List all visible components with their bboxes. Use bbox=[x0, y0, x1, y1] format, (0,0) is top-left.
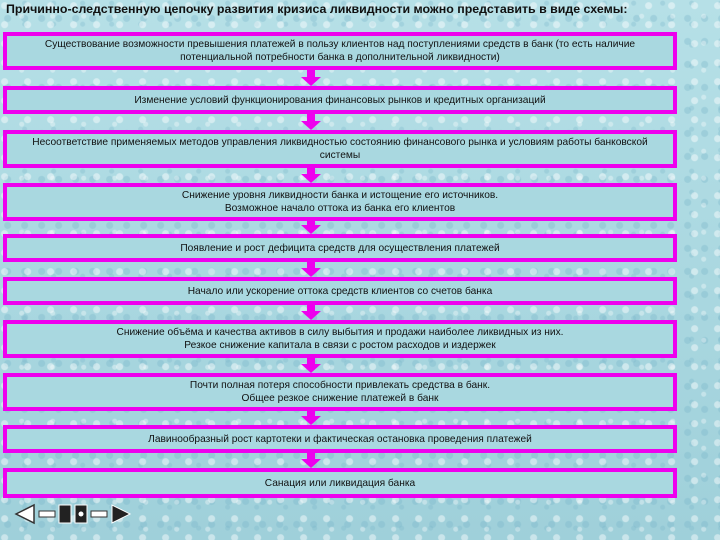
navigation-bar bbox=[14, 502, 132, 526]
step-text-5: Появление и рост дефицита средств для осуществления платежей bbox=[180, 242, 500, 254]
step-box-6 bbox=[3, 277, 677, 305]
forward-arrow-icon[interactable] bbox=[110, 503, 132, 525]
step-text-6: Начало или ускорение оттока средств клиентов со счетов банка bbox=[187, 285, 493, 297]
next-icon[interactable] bbox=[90, 503, 108, 525]
step-text-4: Снижение уровня ликвидности банка и истощение его источников. Возможное начало оттока из банка его клиентов bbox=[181, 190, 499, 214]
page-title: Причинно-следственную цепочку развития кризиса ликвидности можно представить в виде схемы: bbox=[6, 2, 628, 16]
flow-arrow-8 bbox=[301, 411, 321, 425]
prev-icon[interactable] bbox=[38, 503, 56, 525]
menu-icon[interactable] bbox=[74, 503, 88, 525]
flow-arrow-2 bbox=[301, 114, 321, 130]
step-box-3 bbox=[3, 130, 677, 168]
flow-arrow-6 bbox=[301, 305, 321, 320]
step-box-1 bbox=[3, 32, 677, 70]
step-box-4 bbox=[3, 183, 677, 221]
step-text-3: Несоответствие применяемых методов управления ликвидностью состоянию финансового рынка и условиям работы банковской системы bbox=[32, 137, 648, 161]
step-text-10: Санация или ликвидация банка bbox=[264, 477, 416, 489]
step-box-8 bbox=[3, 373, 677, 411]
step-box-5 bbox=[3, 234, 677, 262]
flow-arrow-1 bbox=[301, 70, 321, 86]
flow-arrow-5 bbox=[301, 262, 321, 277]
step-box-7 bbox=[3, 320, 677, 358]
step-box-2 bbox=[3, 86, 677, 114]
home-icon[interactable] bbox=[58, 503, 72, 525]
flow-arrow-4 bbox=[301, 221, 321, 234]
flow-arrow-9 bbox=[301, 453, 321, 468]
flow-arrow-3 bbox=[301, 168, 321, 183]
step-text-8: Почти полная потеря способности привлекать средства в банк. Общее резкое снижение платежей в банк bbox=[189, 380, 491, 404]
step-text-2: Изменение условий функционирования финансовых рынков и кредитных организаций bbox=[134, 94, 546, 106]
step-text-7: Снижение объёма и качества активов в силу выбытия и продажи наиболее ликвидных из них. Резкое снижение капитала в связи с ростом расходов и издержек bbox=[116, 327, 564, 351]
flow-arrow-7 bbox=[301, 358, 321, 373]
step-text-1: Существование возможности превышения платежей в пользу клиентов над поступлениями средств в банк (то есть наличие потенциальной потребности банка в дополнительной ликвидности) bbox=[44, 39, 636, 63]
step-box-9 bbox=[3, 425, 677, 453]
step-text-9: Лавинообразный рост картотеки и фактическая остановка проведения платежей bbox=[148, 433, 532, 445]
step-box-10 bbox=[3, 468, 677, 498]
back-arrow-icon[interactable] bbox=[14, 503, 36, 525]
